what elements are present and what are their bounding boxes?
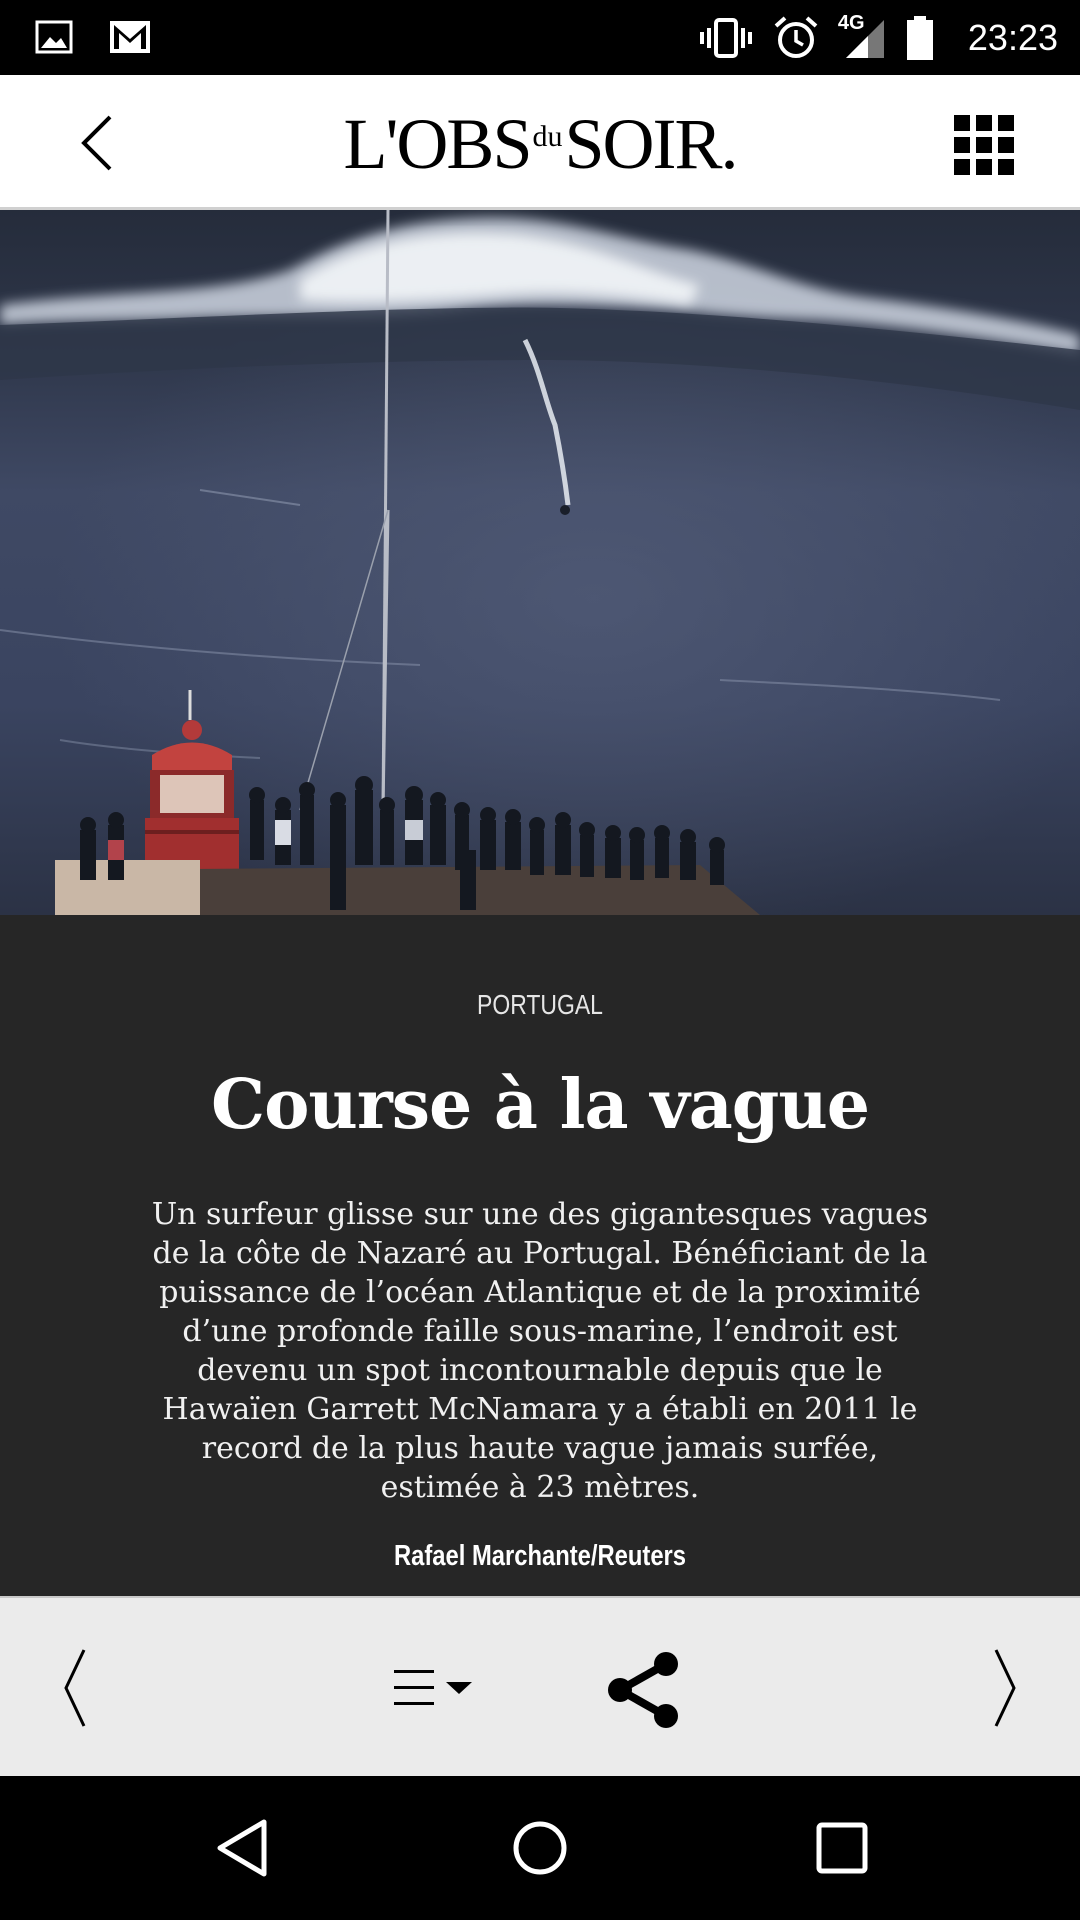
logo-main-left: L'OBS — [343, 104, 531, 184]
logo-dot: . — [720, 104, 737, 184]
vibrate-icon — [698, 16, 754, 60]
network-type: 4G — [837, 11, 865, 34]
article-description: Un surfeur glisse sur une des gigantesques vagues de la côte de Nazaré au Portugal. Bénéficiant de la puissance de l’océan Atlantique et de la proximité d’une profonde faille sous-marine, l’endroit est devenu un spot incontournable depuis que le Hawaïen Garrett McNamara y a établi en 2011 le record de la plus haute vague jamais surfée, estimée à 23 mètres. — [151, 1197, 929, 1505]
battery-icon — [904, 14, 936, 62]
logo-main-right: SOIR — [564, 104, 721, 184]
recents-icon[interactable] — [814, 1816, 870, 1880]
article-kicker: PORTUGAL — [477, 989, 603, 1020]
gmail-icon — [108, 17, 152, 57]
article-caption — [0, 915, 1080, 1596]
logo-du: du — [532, 120, 563, 153]
bottom-toolbar — [0, 1596, 1080, 1776]
grid-icon[interactable] — [954, 115, 1014, 175]
nav-back-icon[interactable] — [212, 1816, 272, 1880]
article-headline: Course à la vague — [210, 1065, 870, 1145]
home-icon[interactable] — [512, 1816, 568, 1880]
logo[interactable] — [0, 103, 1080, 186]
navigation-bar — [0, 1776, 1080, 1920]
image-icon — [34, 17, 74, 57]
list-menu-icon[interactable] — [392, 1666, 476, 1710]
share-icon[interactable] — [604, 1650, 684, 1730]
hero-photo — [0, 210, 1080, 915]
previous-icon[interactable] — [60, 1648, 90, 1728]
signal-icon — [837, 11, 886, 60]
photo-credit: Rafael Marchante/Reuters — [393, 1540, 687, 1572]
alarm-icon — [772, 14, 820, 62]
status-bar — [0, 0, 1080, 75]
app-header — [0, 75, 1080, 210]
next-icon[interactable] — [990, 1648, 1020, 1728]
clock: 23:23 — [967, 16, 1058, 58]
